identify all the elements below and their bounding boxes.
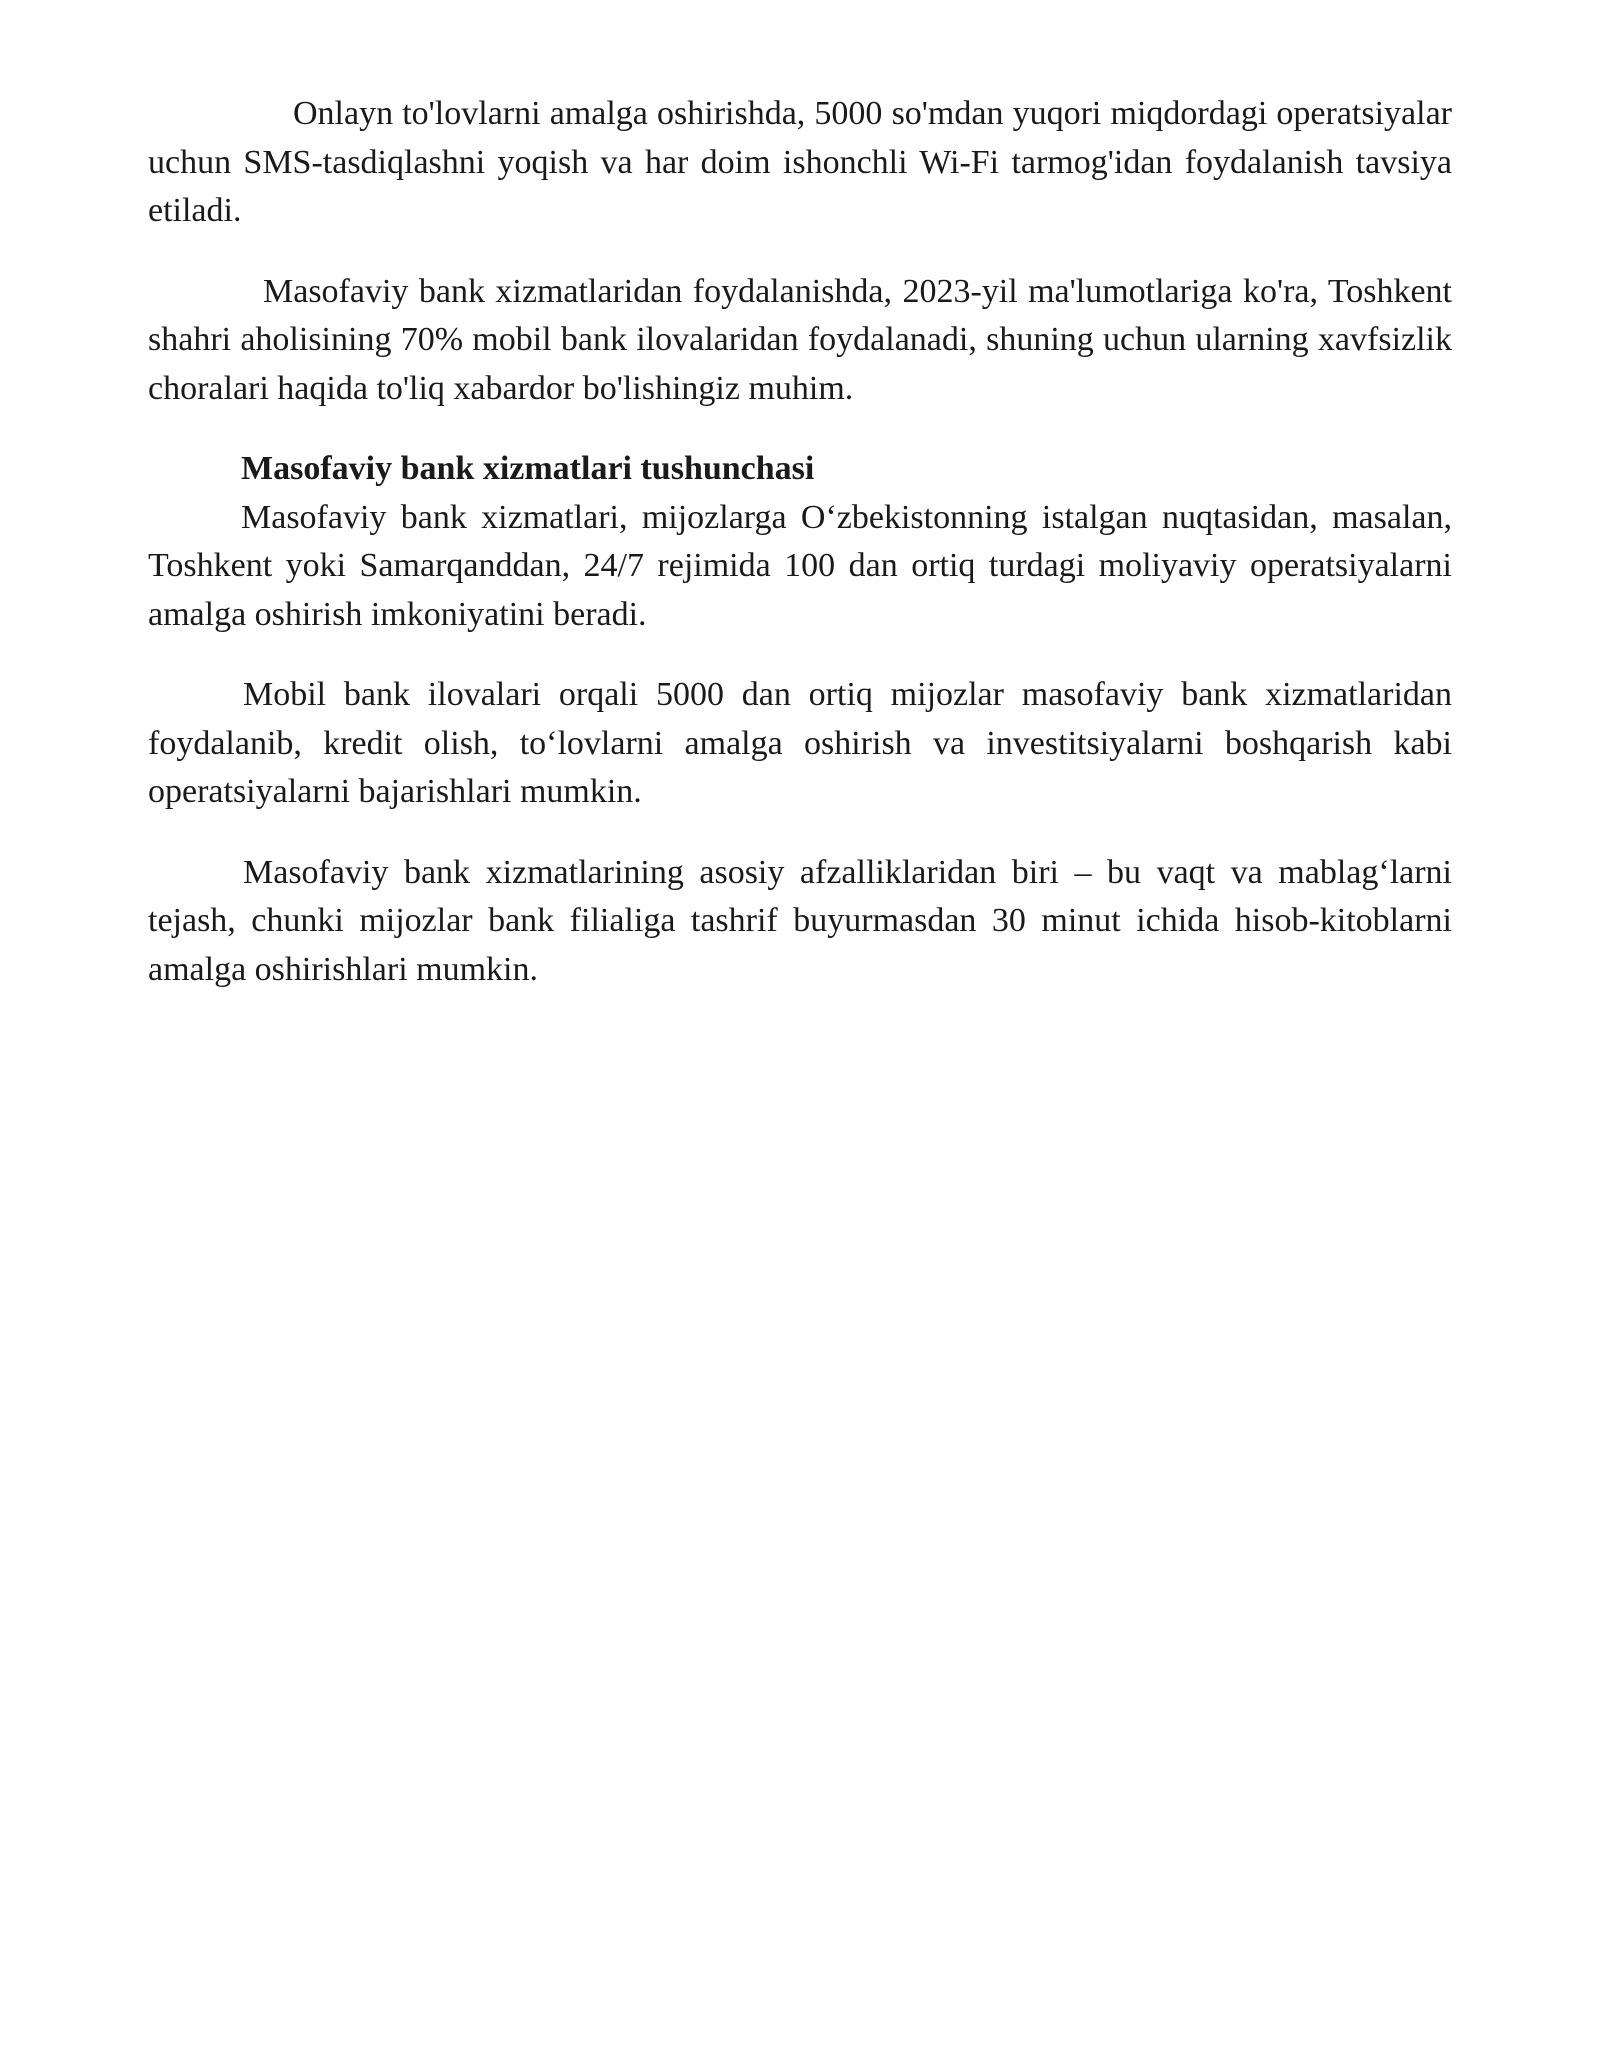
paragraph-advantages: Masofaviy bank xizmatlarining asosiy afzalliklaridan biri – bu vaqt va mablag‘larni tejash, chunki mijozlar bank filialiga tashrif buyurmasdan 30 minut ichida hisob-kitoblarni amalga oshirishlari mumkin. xyxy=(148,853,1452,988)
document-body xyxy=(148,90,1452,994)
paragraph-mobile-app-operations: Mobil bank ilovalari orqali 5000 dan ortiq mijozlar masofaviy bank xizmatlaridan foydalanib, kredit olish, to‘lovlarni amalga oshirish va investitsiyalarni boshqarish kabi operatsiyalarni bajarishlari mumkin. xyxy=(148,676,1452,810)
paragraph-mobile-banking-usage: Masofaviy bank xizmatlaridan foydalanishda, 2023-yil ma'lumotlariga ko'ra, Toshkent shahri aholisining 70% mobil bank ilovalaridan foydalanadi, shuning uchun ularning xavfsizlik choralari haqida to'liq xabardor bo'lishingiz muhim. xyxy=(148,272,1452,407)
paragraph-remote-banking-definition: Masofaviy bank xizmatlari, mijozlarga O‘zbekistonning istalgan nuqtasidan, masalan, Toshkent yoki Samarqanddan, 24/7 rejimida 100 dan ortiq turdagi moliyaviy operatsiyalarni amalga oshirish imkoniyatini beradi. xyxy=(148,498,1452,633)
section-heading: Masofaviy bank xizmatlari tushunchasi xyxy=(241,450,815,487)
paragraph-online-payments: Onlayn to'lovlarni amalga oshirishda, 5000 so'mdan yuqori miqdordagi operatsiyalar uchun SMS-tasdiqlashni yoqish va har doim ishonchli Wi-Fi tarmog'idan foydalanish tavsiya etiladi. xyxy=(148,95,1452,229)
